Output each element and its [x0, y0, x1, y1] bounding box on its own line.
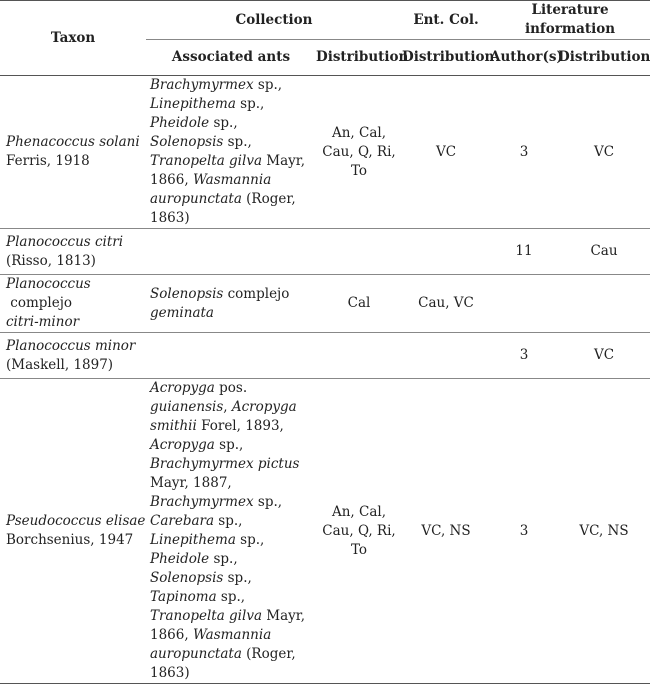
taxon-author: (Maskell, 1897) — [6, 356, 114, 373]
collection-distribution-cell: An, Cal, Cau, Q, Ri, To — [316, 379, 402, 684]
ant-species-name: Pheidole — [150, 551, 210, 567]
taxon-author: Ferris, 1918 — [6, 153, 90, 169]
header-taxon: Taxon — [0, 1, 146, 76]
ant-species-text: sp., — [223, 134, 252, 150]
header-collection-distribution: Distribution — [316, 40, 402, 76]
ant-species-name: Brachymyrmex pictus — [150, 456, 300, 472]
ant-species-text: Mayr, 1866, — [150, 153, 306, 188]
ant-species-name: guianensis — [150, 399, 224, 415]
associated-ants-cell — [146, 229, 316, 275]
taxon-cell — [0, 229, 146, 275]
ent-col-distribution-cell: VC — [435, 143, 457, 160]
header-associated-ants: Associated ants — [146, 40, 316, 76]
authors-cell: 11 — [490, 229, 558, 275]
ant-species-name: Linepithema — [150, 96, 236, 112]
header-authors: Author(s) — [490, 40, 558, 76]
taxon-name: Pseudococcus elisae — [6, 513, 146, 529]
associated-ants-cell — [146, 76, 316, 229]
ant-species-name: Acropyga — [150, 380, 215, 396]
collection-distribution-cell: An, Cal, Cau, Q, Ri, To — [322, 124, 396, 179]
table-row — [0, 379, 650, 684]
header-literature-distribution: Distribution — [558, 40, 650, 76]
taxon-name: Phenacoccus solani — [6, 134, 140, 150]
ant-species-text: sp., — [253, 494, 283, 510]
ant-species-text: sp., — [209, 551, 238, 567]
collection-distribution-cell — [316, 229, 402, 275]
literature-distribution-cell: VC — [558, 333, 650, 379]
ant-species-text: sp., — [253, 77, 283, 93]
ant-species-text: pos. — [214, 380, 248, 396]
ant-species-text: Mayr, 1887, — [150, 475, 232, 491]
ant-species-text: sp., — [235, 96, 265, 112]
associated-ants-cell — [146, 333, 316, 379]
ent-col-distribution-cell — [402, 229, 490, 275]
taxon-qualifier: complejo — [6, 295, 77, 311]
taxon-name: Planococcus minor — [6, 337, 136, 354]
ent-col-distribution-cell: VC, NS — [402, 379, 490, 684]
header-ent-col-distribution: Distribution — [402, 40, 490, 76]
ant-species-name: Solenopsis — [150, 570, 224, 586]
table-row — [0, 76, 650, 229]
authors-cell — [490, 275, 558, 333]
ant-species-name: Wasmannia auropunctata — [150, 627, 272, 662]
ant-species-name: Solenopsis — [150, 285, 224, 302]
ant-species-text: sp., — [216, 589, 246, 605]
taxon-name: Planococcus citri — [6, 233, 124, 250]
ant-species-name: geminata — [150, 304, 214, 321]
taxon-cell — [0, 379, 146, 684]
ant-species-text: sp., — [209, 115, 238, 131]
collection-distribution-cell — [316, 333, 402, 379]
ant-species-text: sp., — [235, 532, 265, 548]
header-collection: Collection — [146, 1, 402, 40]
ant-species-name: Brachymyrmex — [150, 77, 254, 93]
taxon-cell — [0, 333, 146, 379]
ant-species-text: sp., — [214, 513, 243, 529]
ant-species-text: , — [223, 399, 232, 415]
header-literature: Literature information — [490, 1, 650, 40]
taxon-author: Borchsenius, 1947 — [6, 532, 134, 548]
authors-cell: 3 — [519, 143, 529, 160]
taxon-name: Planococcus — [6, 276, 91, 292]
ant-species-name: Tranopelta gilva — [150, 608, 262, 624]
literature-distribution-cell: VC — [593, 143, 615, 160]
collection-distribution-cell: Cal — [316, 275, 402, 333]
ant-species-text: complejo — [223, 285, 290, 302]
associated-ants-cell — [146, 379, 316, 684]
header-ent-col: Ent. Col. — [402, 1, 490, 40]
ant-species-text: sp., — [214, 437, 244, 453]
literature-distribution-cell: Cau — [558, 229, 650, 275]
taxon-species: citri-minor — [6, 314, 80, 330]
ant-species-name: Acropyga — [150, 437, 215, 453]
ant-species-name: Pheidole — [150, 115, 210, 131]
table-row — [0, 229, 650, 275]
ant-species-text: (Roger, 1863) — [150, 191, 296, 226]
authors-cell: 3 — [490, 379, 558, 684]
ant-species-name: Carebara — [150, 513, 215, 529]
ant-species-name: Solenopsis — [150, 134, 224, 150]
ant-species-text: (Roger, 1863) — [150, 646, 296, 681]
literature-distribution-cell: VC, NS — [558, 379, 650, 684]
associated-ants-cell — [146, 275, 316, 333]
ant-species-name: Tapinoma — [150, 589, 217, 605]
ant-species-name: Wasmannia auropunctata — [150, 172, 272, 207]
ant-species-name: Brachymyrmex — [150, 494, 254, 510]
ant-species-name: Tranopelta gilva — [150, 153, 262, 169]
table-row — [0, 275, 650, 333]
literature-distribution-cell — [558, 275, 650, 333]
taxon-cell — [0, 275, 146, 333]
ant-species-text: Forel, 1893, — [196, 418, 284, 434]
taxon-cell — [0, 76, 146, 229]
ant-species-text: sp., — [223, 570, 252, 586]
ant-species-name: Linepithema — [150, 532, 236, 548]
ent-col-distribution-cell: Cau, VC — [402, 275, 490, 333]
authors-cell: 3 — [490, 333, 558, 379]
ant-species-text: Mayr, 1866, — [150, 608, 306, 643]
ant-species-name: Acropyga smithii — [150, 399, 297, 434]
taxon-author: (Risso, 1813) — [6, 252, 96, 269]
table-row — [0, 333, 650, 379]
ent-col-distribution-cell — [402, 333, 490, 379]
